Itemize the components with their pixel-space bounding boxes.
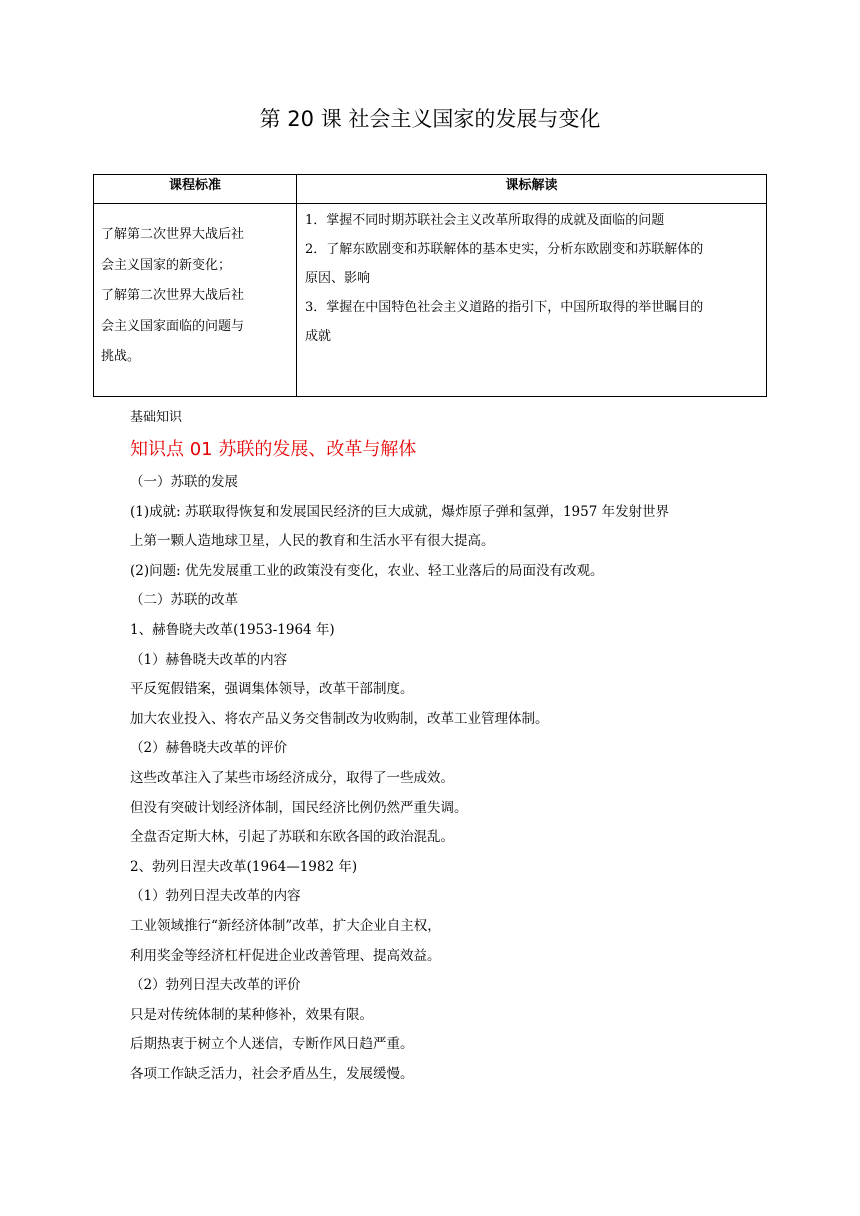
knowledge-heading: 知识点 01 苏联的发展、改革与解体 — [130, 439, 417, 460]
text-line: （一）苏联的发展 — [130, 474, 238, 490]
text-line: 工业领域推行“新经济体制”改革，扩大企业自主权， — [130, 917, 441, 934]
interpretation-cell — [297, 204, 767, 397]
text-line: 平反冤假错案，强调集体领导，改革干部制度。 — [130, 681, 414, 698]
page-title: 第 20 课 社会主义国家的发展与变化 — [259, 107, 601, 131]
interpretation-line: 2．了解东欧剧变和苏联解体的基本史实，分析东欧剧变和苏联解体的 — [305, 242, 704, 257]
standard-cell — [94, 204, 297, 397]
text-line: （1）勃列日涅夫改革的内容 — [130, 888, 301, 905]
standard-line: 挑战。 — [101, 349, 141, 364]
standard-line: 了解第二次世界大战后社 — [101, 227, 245, 242]
interpretation-line: 3．掌握在中国特色社会主义道路的指引下，中国所取得的举世瞩目的 — [305, 300, 704, 315]
interpretation-line: 1．掌握不同时期苏联社会主义改革所取得的成就及面临的问题 — [305, 213, 665, 228]
text-line: 上第一颗人造地球卫星，人民的教育和生活水平有很大提高。 — [130, 533, 495, 550]
table-row — [94, 204, 767, 397]
text-line: (1)成就: 苏联取得恢复和发展国民经济的巨大成就，爆炸原子弹和氢弹，1957 年发射世界 — [130, 503, 670, 520]
text-line: 后期热衷于树立个人迷信，专断作风日趋严重。 — [130, 1036, 414, 1053]
text-line: (2)问题: 优先发展重工业的政策没有变化，农业、轻工业落后的局面没有改观。 — [130, 562, 604, 579]
text-line: 各项工作缺乏活力，社会矛盾丛生，发展缓慢。 — [130, 1065, 414, 1082]
section-label: 基础知识 — [130, 410, 183, 425]
text-line: 但没有突破计划经济体制，国民经济比例仍然严重失调。 — [130, 799, 468, 816]
text-line: 这些改革注入了某些市场经济成分，取得了一些成效。 — [130, 769, 454, 786]
header-interpretation: 课标解读 — [297, 175, 767, 204]
main-content — [130, 403, 750, 1089]
text-line: 利用奖金等经济杠杆促进企业改善管理、提高效益。 — [130, 947, 441, 964]
text-line: （2）勃列日涅夫改革的评价 — [130, 977, 301, 994]
text-line: （2）赫鲁晓夫改革的评价 — [130, 740, 288, 757]
curriculum-table — [93, 174, 767, 397]
standard-line: 会主义国家面临的问题与 — [101, 318, 245, 334]
interpretation-line: 成就 — [305, 329, 332, 344]
text-line: 2、勃列日涅夫改革(1964—1982 年) — [130, 858, 358, 875]
text-line: 1、赫鲁晓夫改革(1953-1964 年) — [130, 621, 335, 638]
standard-line: 了解第二次世界大战后社 — [101, 288, 245, 303]
table-header-row — [94, 175, 767, 204]
interpretation-line: 原因、影响 — [305, 271, 371, 286]
text-line: 全盘否定斯大林，引起了苏联和东欧各国的政治混乱。 — [130, 829, 454, 846]
text-line: （二）苏联的改革 — [130, 592, 238, 609]
text-line: 加大农业投入、将农产品义务交售制改为收购制，改革工业管理体制。 — [130, 710, 549, 727]
text-line: 只是对传统体制的某种修补，效果有限。 — [130, 1006, 373, 1023]
text-line: （1）赫鲁晓夫改革的内容 — [130, 651, 288, 668]
header-standard: 课程标准 — [94, 175, 297, 204]
standard-line: 会主义国家的新变化； — [101, 257, 232, 273]
